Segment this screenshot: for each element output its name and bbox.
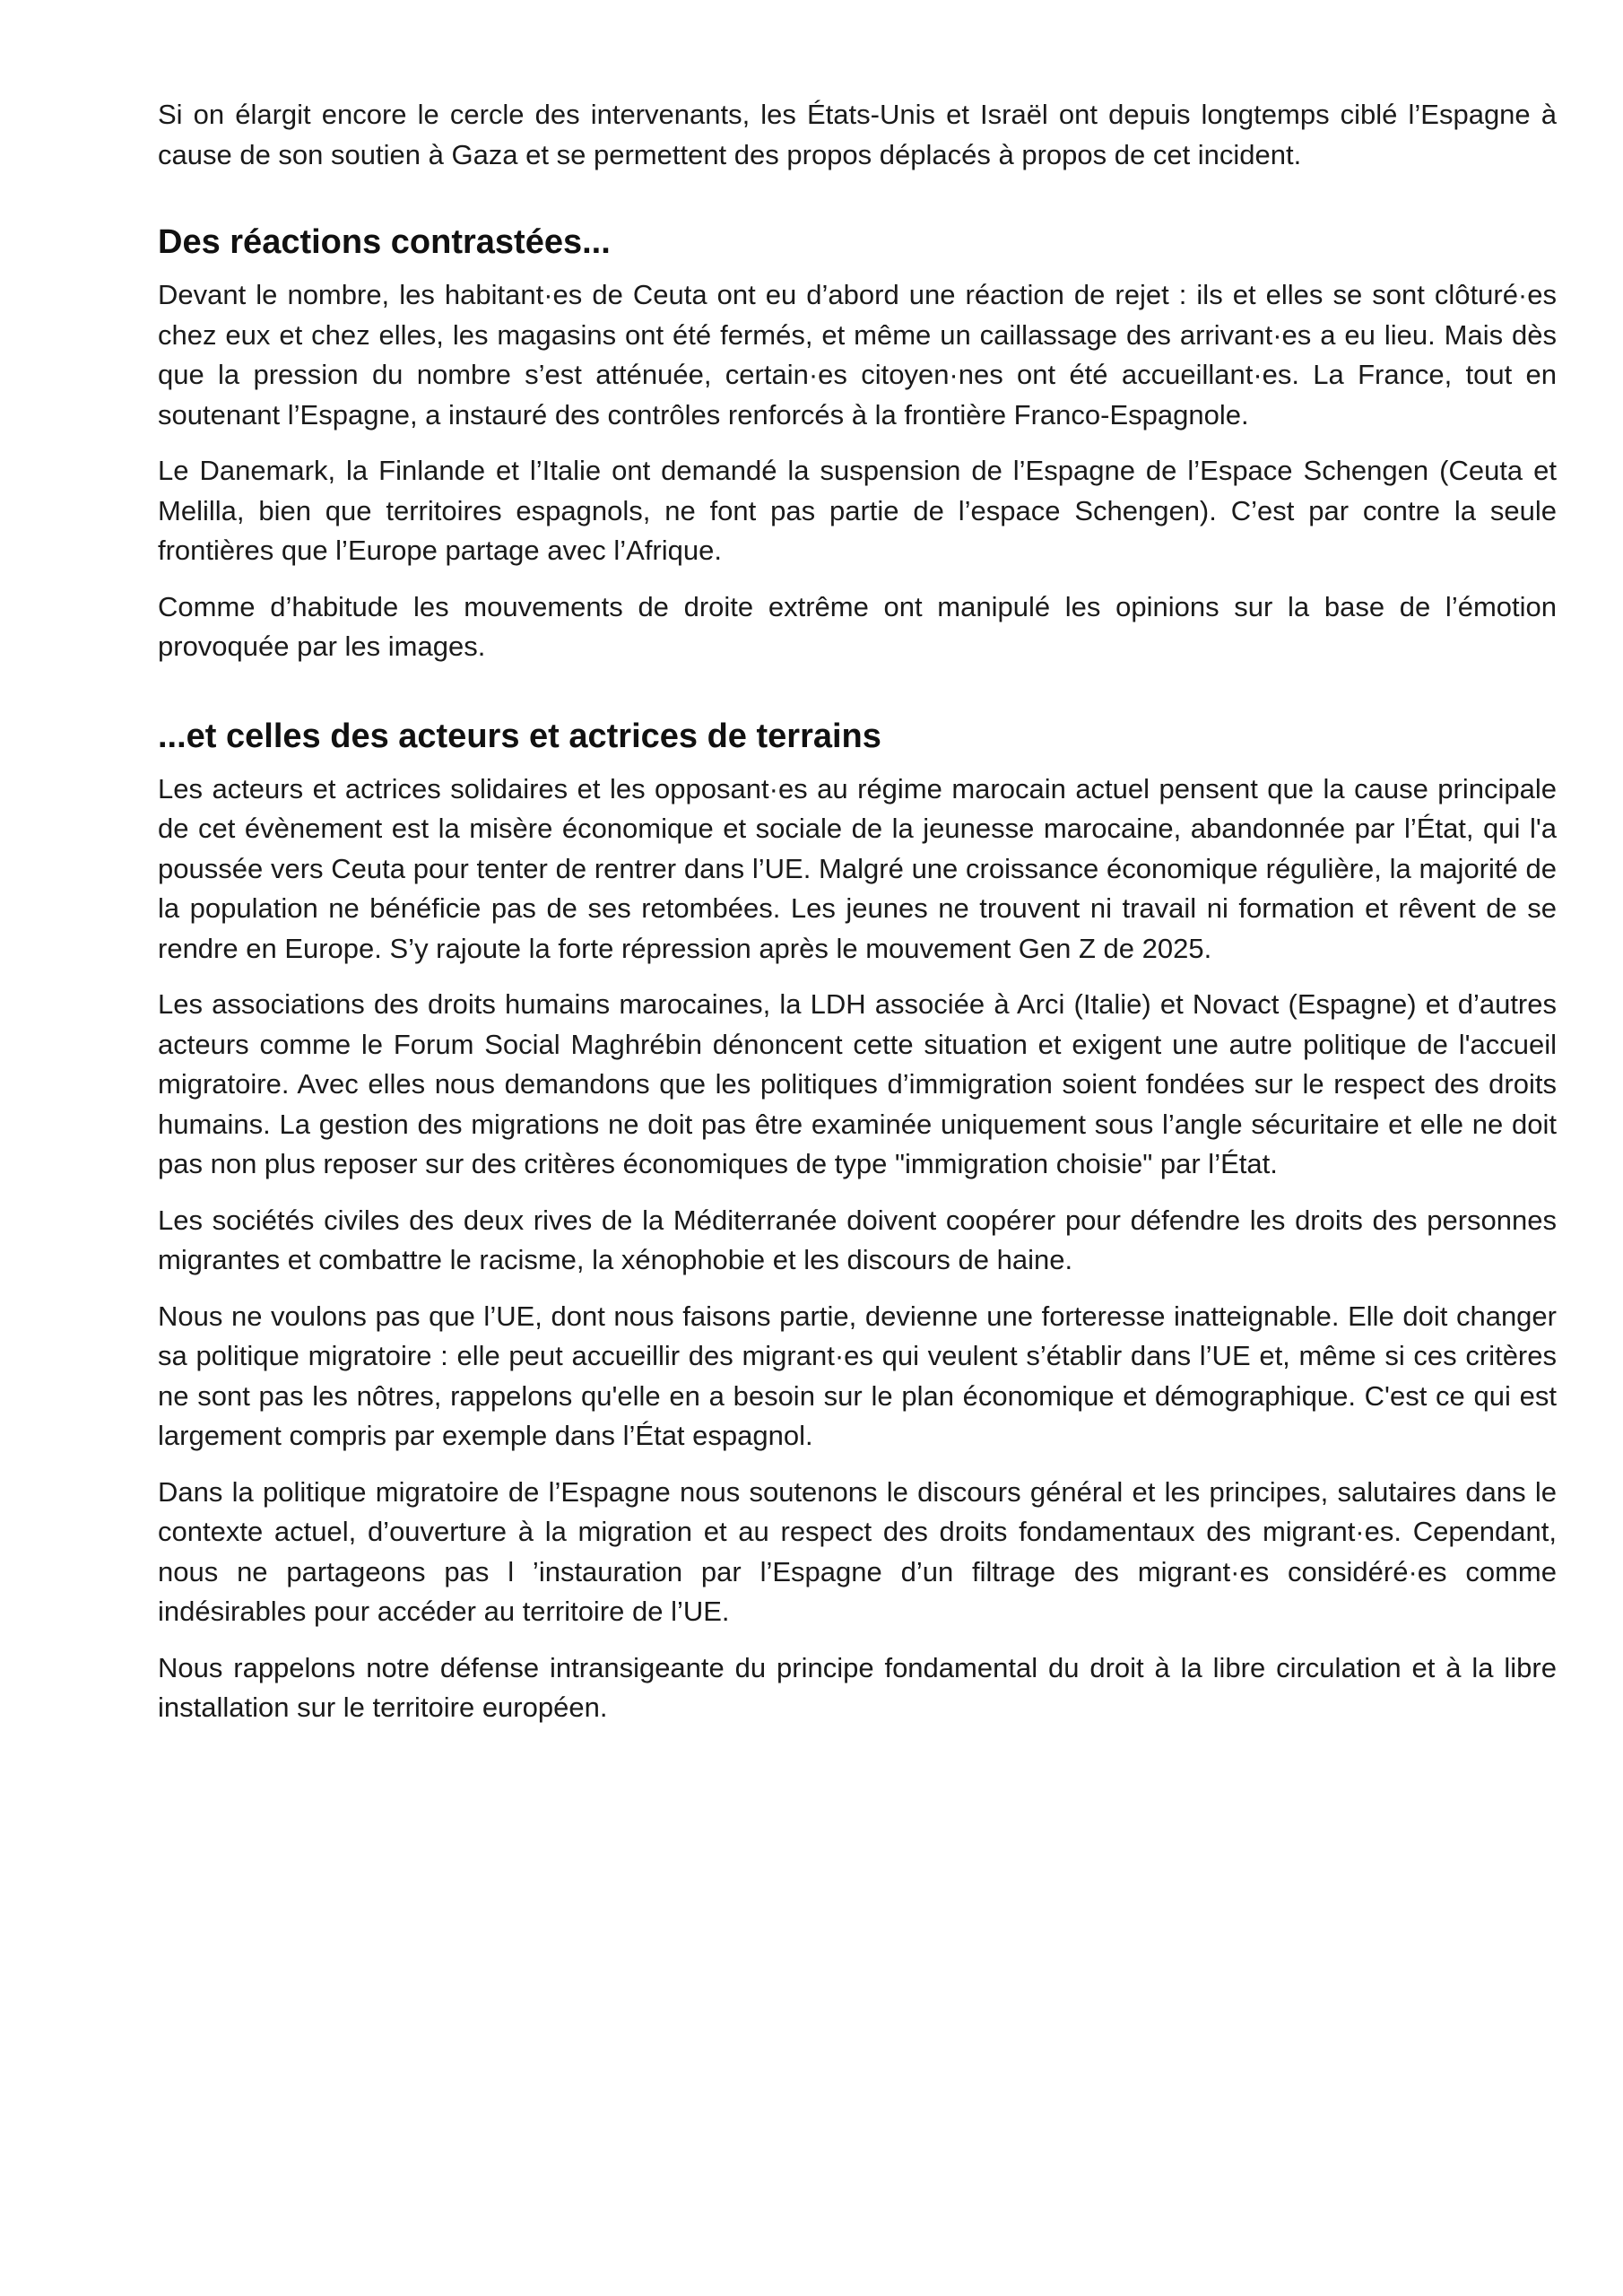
intro-paragraph: Si on élargit encore le cercle des intervenants, les États-Unis et Israël ont depuis longtemps ciblé l’Espagne à cause de son soutien à Gaza et se permettent des propos déplacés à propos de cet incident. bbox=[158, 99, 1557, 170]
paragraph: Devant le nombre, les habitant·es de Ceuta ont eu d’abord une réaction de rejet : ils et elles se sont clôturé·es chez eux et chez elles, les magasins ont été fermés, et même un caillassage des arrivant·es a eu lieu. Mais dès que la pression du nombre s’est atténuée, certain·es citoyen·nes ont été accueillant·es. La France, tout en soutenant l’Espagne, a instauré des contrôles renforcés à la frontière Franco-Espagnole. bbox=[158, 279, 1557, 430]
document-page bbox=[158, 95, 1557, 1744]
paragraph: Le Danemark, la Finlande et l’Italie ont demandé la suspension de l’Espagne de l’Espace Schengen (Ceuta et Melilla, bien que territoires espagnols, ne font pas partie de l’espace Schengen). C’est par contre la seule frontières que l’Europe partage avec l’Afrique. bbox=[158, 455, 1557, 566]
section-heading-reactions: Des réactions contrastées... bbox=[158, 223, 611, 261]
section-heading-actors: ...et celles des acteurs et actrices de terrains bbox=[158, 717, 881, 755]
paragraph: Nous ne voulons pas que l’UE, dont nous faisons partie, devienne une forteresse inatteignable. Elle doit changer sa politique migratoire : elle peut accueillir des migrant·es qui veulent s’établir dans l’UE et, même si ces critères ne sont pas les nôtres, rappelons qu'elle en a besoin sur le plan économique et démographique. C'est ce qui est largement compris par exemple dans l’État espagnol. bbox=[158, 1300, 1557, 1451]
paragraph: Les acteurs et actrices solidaires et les opposant·es au régime marocain actuel pensent que la cause principale de cet évènement est la misère économique et sociale de la jeunesse marocaine, abandonnée par l’État, qui l'a poussée vers Ceuta pour tenter de rentrer dans l’UE. Malgré une croissance économique régulière, la majorité de la population ne bénéficie pas de ses retombées. Les jeunes ne trouvent ni travail ni formation et rêvent de se rendre en Europe. S’y rajoute la forte répression après le mouvement Gen Z de 2025. bbox=[158, 772, 1557, 964]
paragraph: Les associations des droits humains marocaines, la LDH associée à Arci (Italie) et Novact (Espagne) et d’autres acteurs comme le Forum Social Maghrébin dénoncent cette situation et exigent une autre politique de l'accueil migratoire. Avec elles nous demandons que les politiques d’immigration soient fondées sur le respect des droits humains. La gestion des migrations ne doit pas être examinée uniquement sous l’angle sécuritaire et elle ne doit pas non plus reposer sur des critères économiques de type "immigration choisie" par l’État. bbox=[158, 988, 1557, 1179]
paragraph: Dans la politique migratoire de l’Espagne nous soutenons le discours général et les principes, salutaires dans le contexte actuel, d’ouverture à la migration et au respect des droits fondamentaux des migrant·es. Cependant, nous ne partageons pas l ’instauration par l’Espagne d’un filtrage des migrant·es considéré·es comme indésirables pour accéder au territoire de l’UE. bbox=[158, 1475, 1557, 1627]
paragraph: Comme d’habitude les mouvements de droite extrême ont manipulé les opinions sur la base de l’émotion provoquée par les images. bbox=[158, 590, 1557, 662]
paragraph: Nous rappelons notre défense intransigeante du principe fondamental du droit à la libre circulation et à la libre installation sur le territoire européen. bbox=[158, 1651, 1557, 1723]
paragraph: Les sociétés civiles des deux rives de la Méditerranée doivent coopérer pour défendre les droits des personnes migrantes et combattre le racisme, la xénophobie et les discours de haine. bbox=[158, 1204, 1557, 1275]
